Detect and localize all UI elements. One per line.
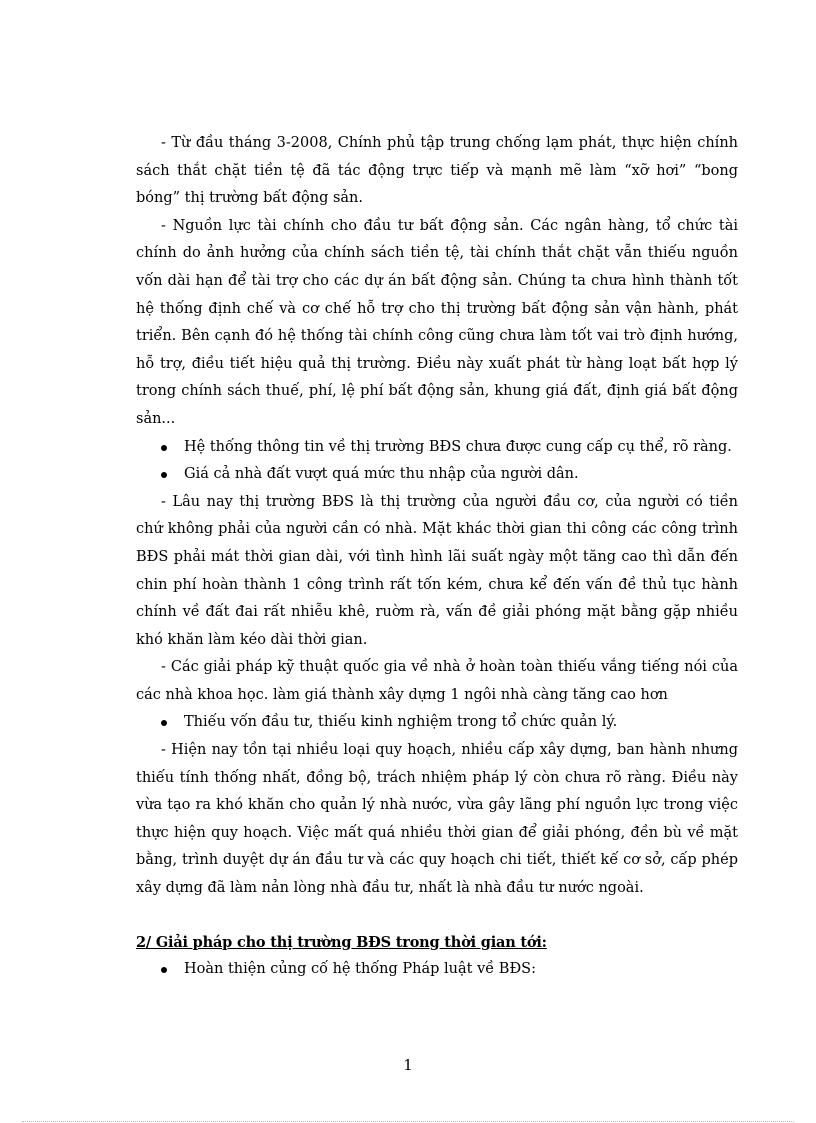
section-heading: 2/ Giải pháp cho thị trường BĐS trong thời gian tới: [136,933,547,951]
bullet-item-information [136,434,738,462]
paragraph-financial-resources: - Nguồn lực tài chính cho đầu tư bất động sản. Các ngân hàng, tổ chức tài chính do ảnh hưởng của chính sách tiền tệ, tài chính thắt chặt vẫn thiếu nguồn vốn dài hạn để tài trợ cho các dự án bất động sản. Chúng ta chưa hình thành tốt hệ thống định chế và cơ chế hỗ trợ cho thị trường bất động sản vận hành, phát triển. Bên cạnh đó hệ thống tài chính công cũng chưa làm tốt vai trò định hướng, hỗ trợ, điều tiết hiệu quả thị trường. Điều này xuất phát từ hàng loạt bất hợp lý trong chính sách thuế, phí, lệ phí bất động sản, khung giá đất, định giá bất động sản... [136,217,738,427]
bullet-item-price [136,461,738,489]
paragraph-inflation: - Từ đầu tháng 3-2008, Chính phủ tập trung chống lạm phát, thực hiện chính sách thắt chặt tiền tệ đã tác động trực tiếp và mạnh mẽ làm “xỡ hơi” “bong bóng” thị trường bất động sản. [136,135,738,207]
bullet-icon [161,720,167,726]
bullet-icon [161,967,167,973]
bullet-icon [161,472,167,478]
paragraph-technical-solutions: - Các giải pháp kỹ thuật quốc gia về nhà ở hoàn toàn thiếu vắng tiếng nói của các nhà khoa học. làm giá thành xây dựng 1 ngôi nhà càng tăng cao hơn [136,659,738,703]
bullet-text: Giá cả nhà đất vượt quá mức thu nhập của người dân. [184,466,579,483]
bullet-icon [161,445,167,451]
bullet-text: Hệ thống thông tin về thị trường BĐS chưa được cung cấp cụ thể, rõ ràng. [184,438,732,455]
bullet-text: Thiếu vốn đầu tư, thiếu kinh nghiệm trong tổ chức quản lý. [184,714,618,731]
paragraph-planning: - Hiện nay tồn tại nhiều loại quy hoạch, nhiều cấp xây dựng, ban hành nhưng thiếu tính thống nhất, đồng bộ, trách nhiệm pháp lý còn chưa rõ ràng. Điều này vừa tạo ra khó khăn cho quản lý nhà nước, vừa gây lãng phí nguồn lực trong việc thực hiện quy hoạch. Việc mất quá nhiều thời gian để giải phóng, đền bù về mặt bằng, trình duyệt dự án đầu tư và các quy hoạch chi tiết, thiết kế cơ sở, cấp phép xây dựng đã làm nản lòng nhà đầu tư, nhất là nhà đầu tư nước ngoài. [136,742,738,897]
page-bottom-divider [22,1121,794,1122]
bullet-text: Hoàn thiện củng cố hệ thống Pháp luật về BĐS: [184,961,536,978]
page-number: 1 [403,1056,413,1074]
page-body [136,130,738,984]
bullet-item-capital [136,709,738,737]
bullet-item-legal [136,956,738,984]
paragraph-speculation: - Lâu nay thị trường BĐS là thị trường của người đầu cơ, của người có tiền chứ không phải của người cần có nhà. Mặt khác thời gian thi công các công trình BĐS phải mát thời gian dài, với tình hình lãi suất ngày một tăng cao thì dẫn đến chin phí hoàn thành 1 công trình rất tốn kém, chưa kể đến vấn đề thủ tục hành chính về đất đai rất nhiễu khê, ruờm rà, vấn đề giải phóng mặt bằng gặp nhiều khó khăn làm kéo dài thời gian. [136,493,738,648]
